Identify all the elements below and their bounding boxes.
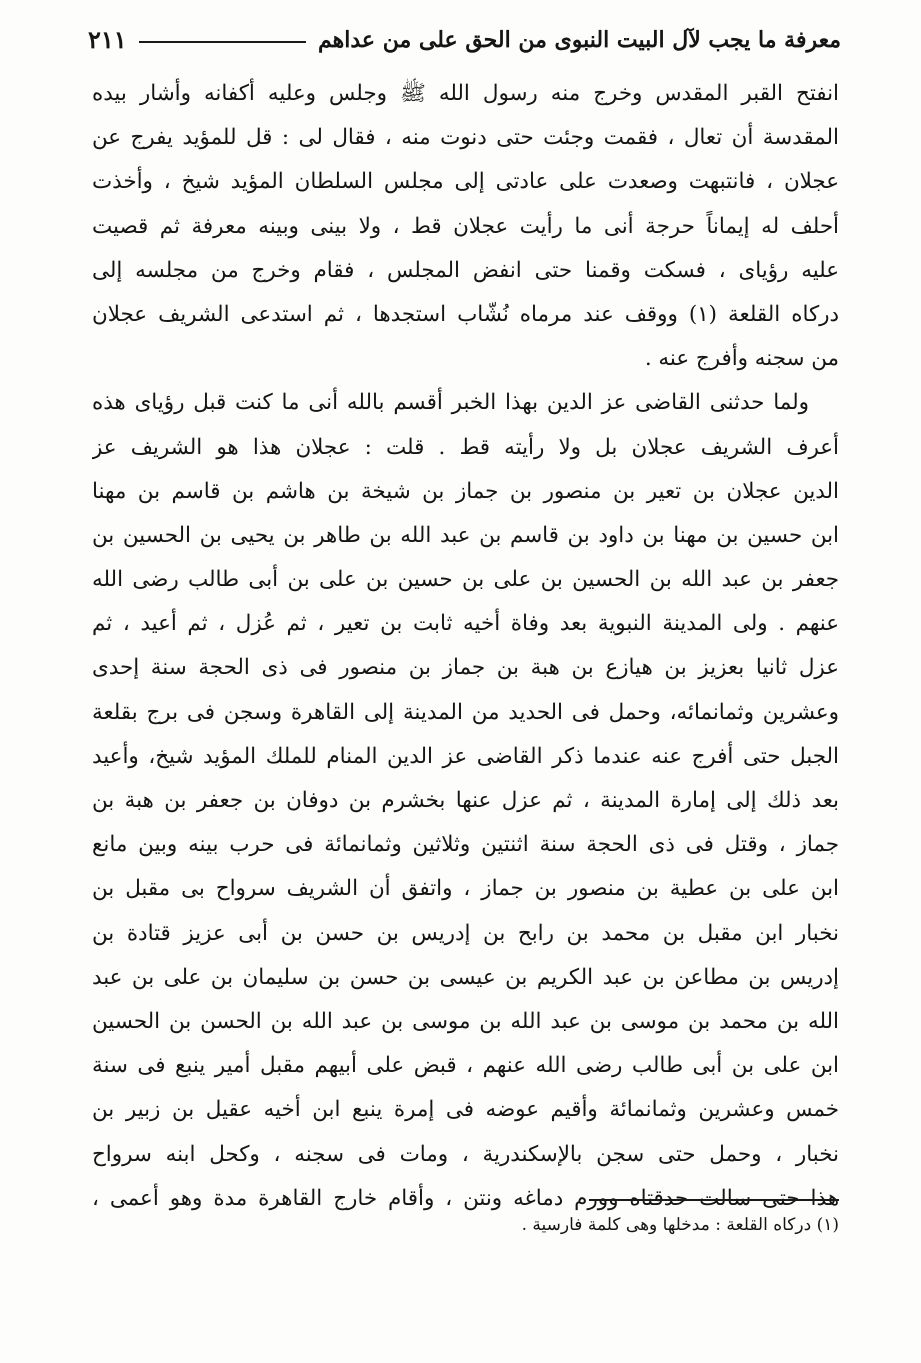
running-title: معرفة ما يجب لآل البيت النبوى من الحق على من عداهم <box>318 27 841 53</box>
text-line: عليه رؤياى ، فسكت وقمنا حتى انفض المجلس ، فقام وخرج من مجلسه إلى <box>92 257 839 283</box>
text-line: المقدسة أن تعال ، فقمت وجئت حتى دنوت منه ، فقال لى : قل للمؤيد يفرج عن <box>92 125 839 151</box>
text-line: ولما حدثنى القاضى عز الدين بهذا الخبر أقسم بالله أنى ما كنت قبل رؤياى هذه <box>92 390 809 416</box>
text-line: ابن حسين بن مهنا بن داود بن قاسم بن عبد الله بن طاهر بن يحيى بن الحسين بن <box>92 522 839 548</box>
text-line: هذا حتى سالت حدقتاه وورم دماغه ونتن ، وأقام خارج القاهرة مدة وهو أعمى ، <box>92 1185 839 1211</box>
body-text <box>92 72 839 1221</box>
text-line: نخبار ، وحمل حتى سجن بالإسكندرية ، ومات فى سجنه ، وكحل ابنه سرواح <box>92 1141 839 1167</box>
text-line: خمس وعشرين وثمانمائة وأقيم عوضه فى إمرة ينبع ابن أخيه عقيل بن زبير بن <box>92 1097 839 1123</box>
text-line: عزل ثانيا بعزيز بن هيازع بن هبة بن جماز بن منصور فى ذى الحجة سنة إحدى <box>92 655 839 681</box>
text-line: عجلان ، فانتبهت وصعدت على عادتى إلى مجلس السلطان المؤيد شيخ ، وأخذت <box>92 169 839 195</box>
text-line: ابن على بن عطية بن منصور بن جماز ، واتفق أن الشريف سرواح بى مقبل بن <box>92 876 839 902</box>
page-number: ٢١١ <box>88 25 127 54</box>
text-line: وعشرين وثمانمائه، وحمل فى الحديد من المدينة إلى القاهرة وسجن فى برج بقلعة <box>92 699 839 725</box>
text-line: أعرف الشريف عجلان بل ولا رأيته قط . قلت : عجلان هذا هو الشريف عز <box>92 434 839 460</box>
text-line: دركاه القلعة (١) ووقف عند مرماه نُشّاب استجدها ، ثم استدعى الشريف عجلان <box>92 301 839 327</box>
text-line: عنهم . ولى المدينة النبوية بعد وفاة أخيه ثابت بن تعير ، ثم عُزل ، ثم أعيد ، ثم <box>92 611 839 637</box>
text-line: جعفر بن عبد الله بن الحسين بن على بن حسين بن على بن أبى طالب رضى الله <box>92 567 839 593</box>
text-line: بعد ذلك إلى إمارة المدينة ، ثم عزل عنها بخشرم بن دوفان بن جعفر بن هبة بن <box>92 788 839 813</box>
text-line: الله بن محمد بن موسى بن عبد الله بن موسى بن عبد الله بن الحسن بن الحسين <box>92 1008 839 1034</box>
text-line: من سجنه وأفرج عنه . <box>644 346 839 372</box>
text-line: ابن على بن أبى طالب رضى الله عنهم ، قبض على أبيهم مقبل أمير ينبع فى سنة <box>92 1053 839 1079</box>
text-line: إدريس بن مطاعن بن عبد الكريم بن عيسى بن حسن بن سليمان بن على بن عبد <box>92 964 839 990</box>
footnote-rule <box>589 1199 839 1201</box>
header-rule <box>139 41 306 43</box>
text-line: أحلف له إيماناً حرجة أنى ما رأيت عجلان قط ، ولا بينى وبينه معرفة ثم قصيت <box>92 213 839 239</box>
text-line: الجبل حتى أفرج عنه عندما ذكر القاضى عز الدين المنام للملك المؤيد شيخ، وأعيد <box>92 743 839 769</box>
text-line: الدين عجلان بن تعير بن منصور بن جماز بن شيخة بن هاشم بن قاسم بن مهنا <box>92 478 839 504</box>
running-header <box>88 22 841 58</box>
footnote: (١) دركاه القلعة : مدخلها وهى كلمة فارسية . <box>521 1215 839 1235</box>
text-line: نخبار ابن مقبل بن محمد بن رابح بن إدريس بن حسن بن أبى عزيز قتادة بن <box>92 920 839 946</box>
text-line: جماز ، وقتل فى ذى الحجة سنة اثنتين وثلاثين وثمانمائة فى حرب بينه وبين مانع <box>92 832 839 858</box>
text-line: انفتح القبر المقدس وخرج منه رسول الله ﷺ وجلس وعليه أكفانه وأشار بيده <box>92 81 839 106</box>
